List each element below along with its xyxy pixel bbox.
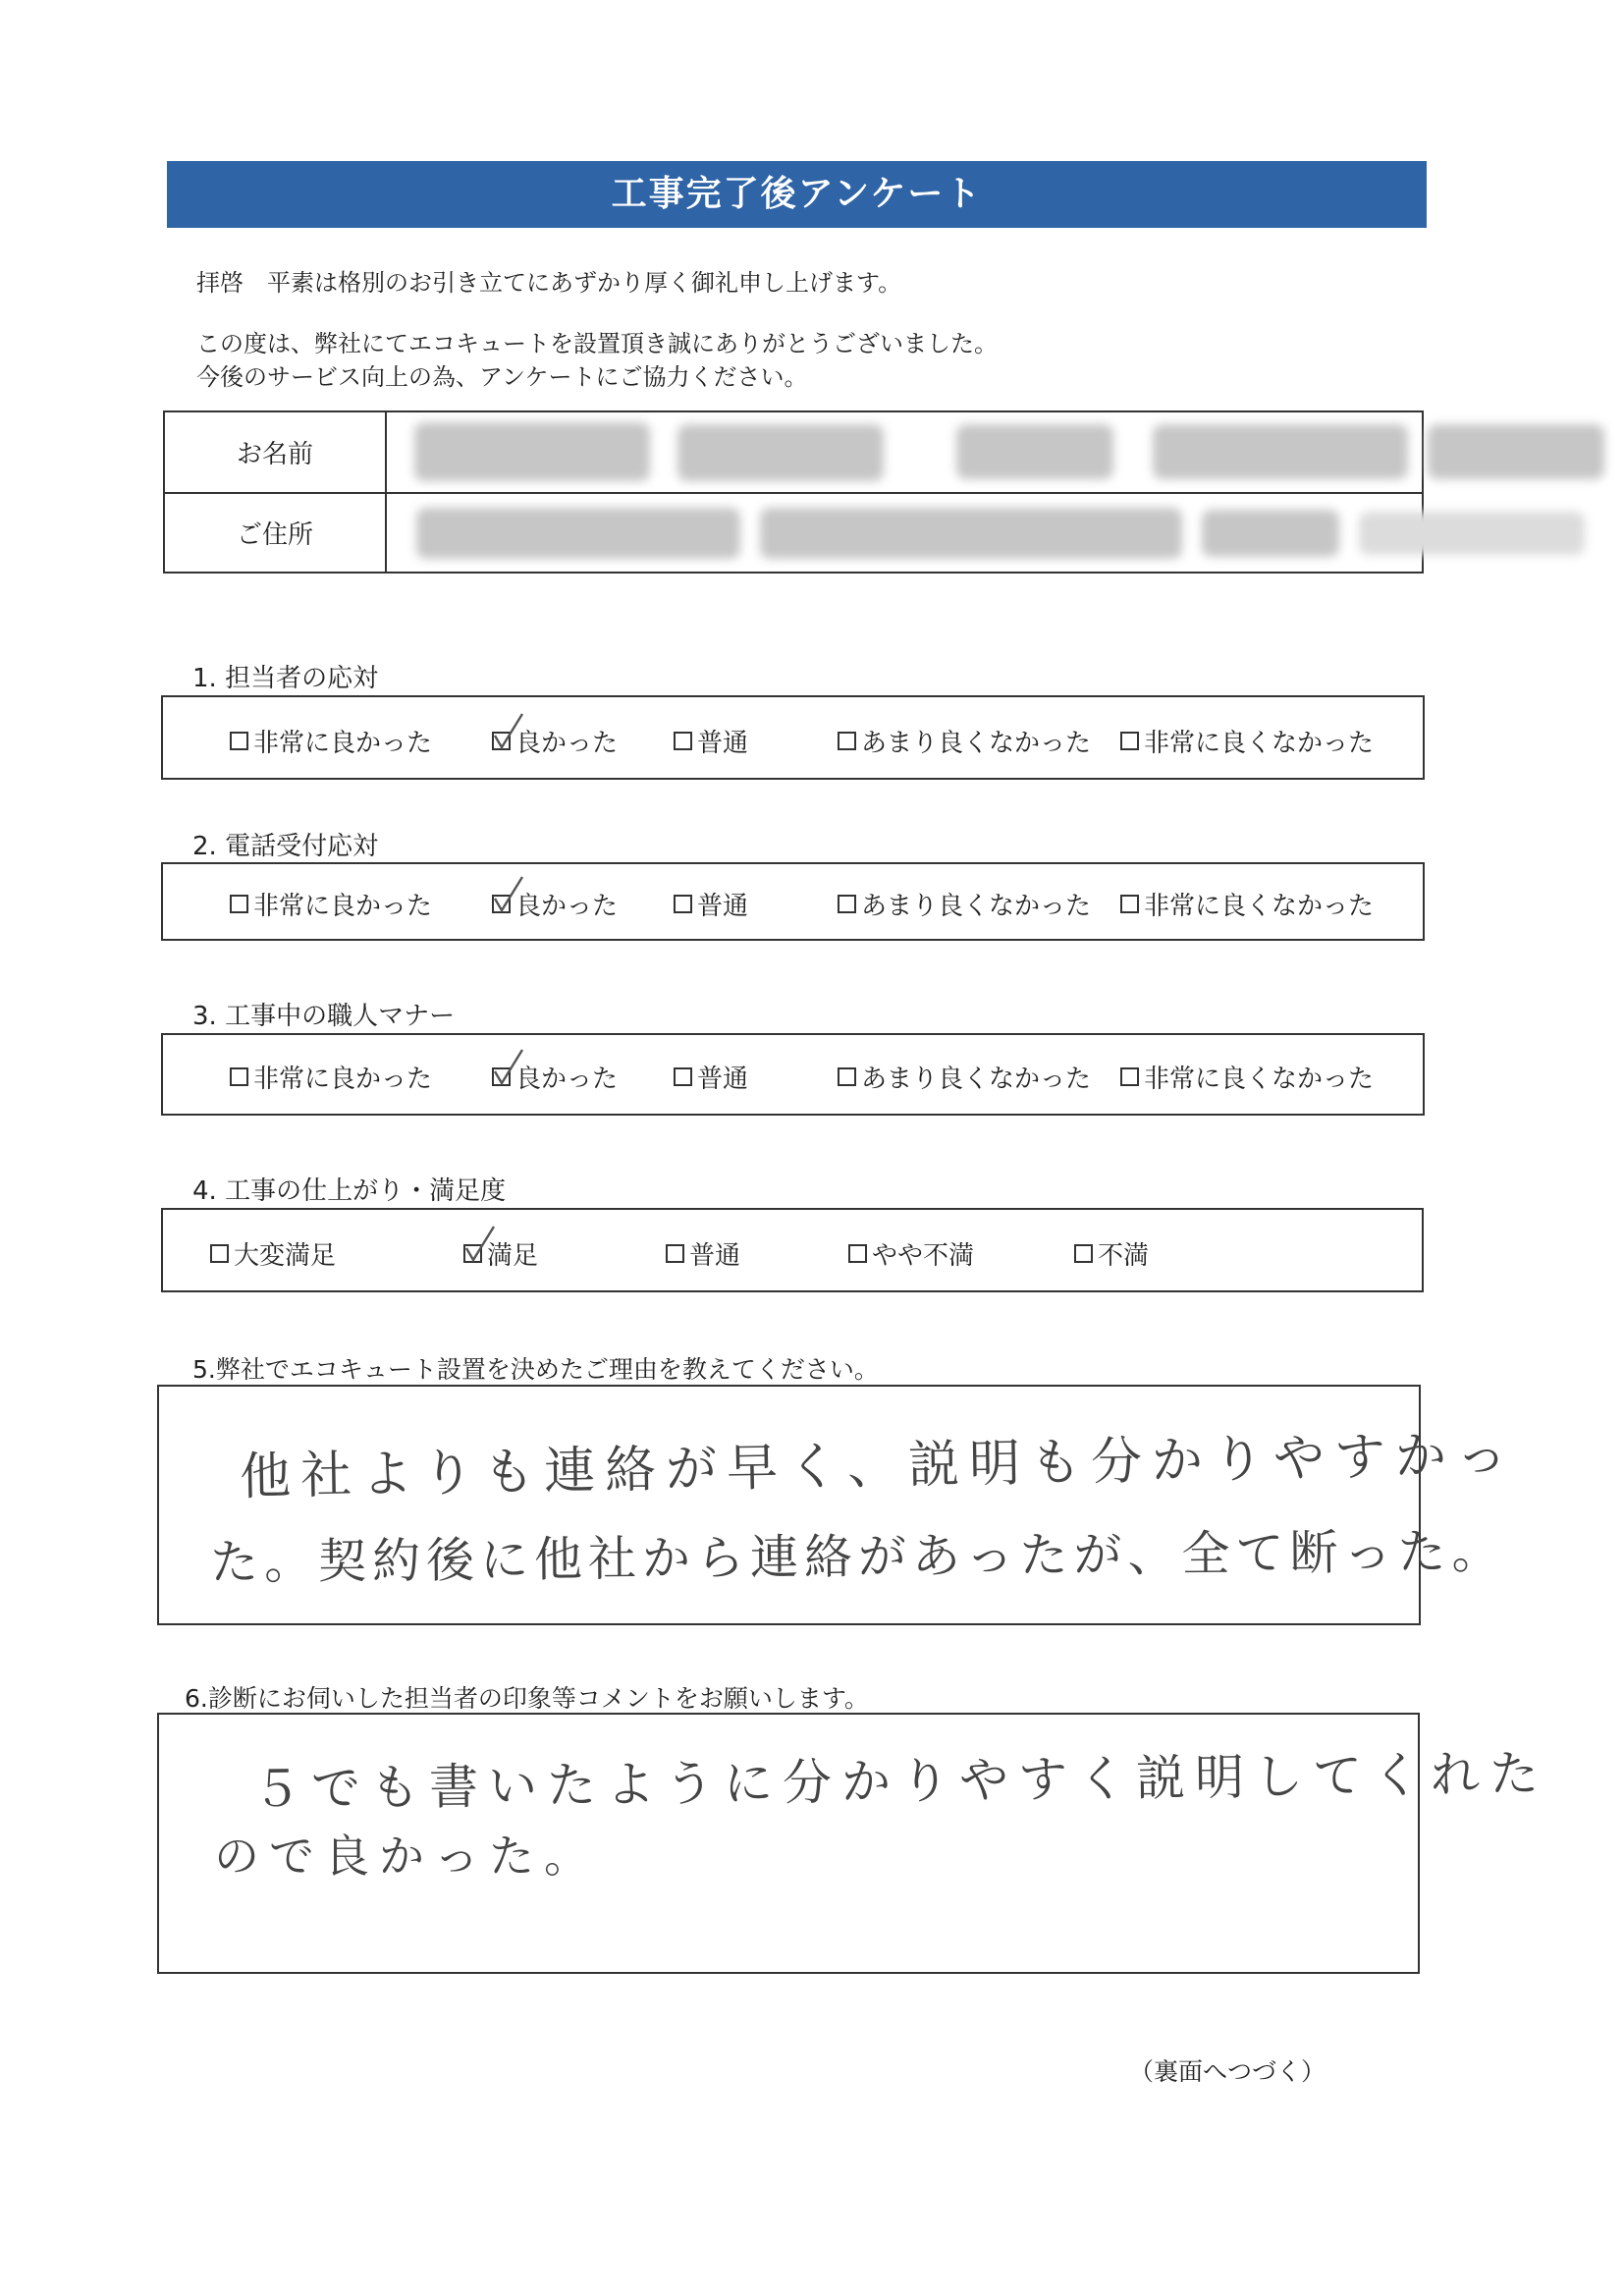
intro-line-1: この度は、弊社にてエコキュートを設置頂き誠にありがとうございました。 — [196, 330, 998, 357]
checked-checkbox-icon[interactable] — [492, 895, 511, 913]
checkbox-icon[interactable] — [210, 1244, 229, 1263]
checked-checkbox-icon[interactable] — [492, 732, 511, 750]
q3-option-4[interactable]: あまり良くなかった — [838, 1059, 1091, 1095]
q5-answer-line-1: 他社よりも連絡が早く、説明も分かりやすかっ — [239, 1425, 1518, 1507]
q1-option-5[interactable]: 非常に良くなかった — [1120, 723, 1374, 759]
q4-title: 4. 工事の仕上がり・満足度 — [192, 1176, 507, 1206]
checkbox-icon[interactable] — [1120, 895, 1139, 913]
q3-option-1[interactable]: 非常に良かった — [230, 1059, 432, 1095]
checked-checkbox-icon[interactable] — [492, 1067, 511, 1086]
name-label: お名前 — [165, 412, 387, 492]
q4-options-box — [161, 1208, 1424, 1292]
checkbox-icon[interactable] — [838, 895, 856, 913]
q6-answer-line-1: ５でも書いたように分かりやすく説明してくれた — [251, 1744, 1549, 1819]
checkbox-icon[interactable] — [838, 1067, 856, 1086]
q5-title: 5.弊社でエコキュート設置を決めたご理由を教えてください。 — [192, 1355, 879, 1384]
q1-option-2[interactable]: 良かった — [492, 723, 618, 759]
q1-title: 1. 担当者の応対 — [192, 664, 379, 693]
q6-title: 6.診断にお伺いした担当者の印象等コメントをお願いします。 — [185, 1684, 869, 1713]
q3-option-3[interactable]: 普通 — [674, 1059, 748, 1095]
checkbox-icon[interactable] — [838, 732, 856, 750]
address-value-redacted — [387, 494, 1422, 572]
q4-option-1[interactable]: 大変満足 — [210, 1235, 336, 1272]
survey-title: 工事完了後アンケート — [167, 161, 1427, 228]
q4-option-3[interactable]: 普通 — [666, 1235, 740, 1272]
q1-option-3[interactable]: 普通 — [674, 723, 748, 759]
address-label: ご住所 — [165, 494, 387, 572]
checkbox-icon[interactable] — [1074, 1244, 1093, 1263]
q1-option-1[interactable]: 非常に良かった — [230, 723, 432, 759]
q6-answer-box[interactable] — [157, 1713, 1549, 1974]
q2-option-5[interactable]: 非常に良くなかった — [1120, 886, 1374, 922]
q4-option-2[interactable]: 満足 — [463, 1235, 538, 1272]
checkbox-icon[interactable] — [230, 1067, 248, 1086]
q2-options-box — [161, 862, 1425, 941]
q1-options-box — [161, 695, 1425, 780]
checkbox-icon[interactable] — [1120, 1067, 1139, 1086]
q3-option-2[interactable]: 良かった — [492, 1059, 618, 1095]
q3-option-5[interactable]: 非常に良くなかった — [1120, 1059, 1374, 1095]
q4-option-4[interactable]: やや不満 — [848, 1235, 974, 1272]
q2-title: 2. 電話受付応対 — [192, 832, 379, 861]
checkbox-icon[interactable] — [674, 732, 692, 750]
q5-answer-line-2: た。契約後に他社から連絡があったが、全て断った。 — [209, 1523, 1506, 1591]
name-row — [165, 412, 1422, 492]
checkbox-icon[interactable] — [230, 895, 248, 913]
q2-option-3[interactable]: 普通 — [674, 886, 748, 922]
checkbox-icon[interactable] — [674, 1067, 692, 1086]
greeting-text: 拝啓 平素は格別のお引き立てにあずかり厚く御礼申し上げます。 — [196, 269, 902, 297]
continued-on-back-note: （裏面へつづく） — [1129, 2057, 1326, 2086]
checked-checkbox-icon[interactable] — [463, 1244, 482, 1263]
checkbox-icon[interactable] — [666, 1244, 684, 1263]
q6-answer-line-2: ので良かった。 — [214, 1830, 599, 1883]
q3-title: 3. 工事中の職人マナー — [192, 1002, 456, 1031]
q2-option-1[interactable]: 非常に良かった — [230, 886, 432, 922]
q4-option-5[interactable]: 不満 — [1074, 1235, 1149, 1272]
q5-answer-box[interactable] — [157, 1385, 1518, 1625]
q3-options-box — [161, 1033, 1425, 1116]
q1-option-4[interactable]: あまり良くなかった — [838, 723, 1091, 759]
address-row — [165, 492, 1422, 572]
checkbox-icon[interactable] — [674, 895, 692, 913]
checkbox-icon[interactable] — [848, 1244, 867, 1263]
name-value-redacted — [387, 412, 1422, 492]
customer-info-table — [163, 410, 1424, 574]
q2-option-4[interactable]: あまり良くなかった — [838, 886, 1091, 922]
checkbox-icon[interactable] — [1120, 732, 1139, 750]
checkbox-icon[interactable] — [230, 732, 248, 750]
q2-option-2[interactable]: 良かった — [492, 886, 618, 922]
intro-line-2: 今後のサービス向上の為、アンケートにご協力ください。 — [196, 363, 808, 391]
